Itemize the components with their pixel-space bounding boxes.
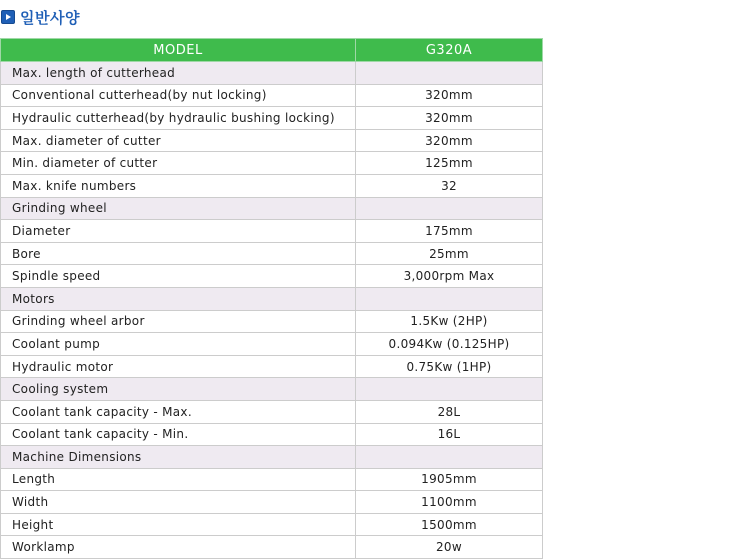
table-row [1,468,543,491]
spec-value: 175mm [356,220,543,243]
model-value-header: G320A [356,39,543,62]
table-row [1,84,543,107]
section-row [1,446,543,469]
table-row [1,310,543,333]
spec-value: 20w [356,536,543,559]
table-row [1,265,543,288]
table-row [1,220,543,243]
table-row [1,107,543,130]
table-row [1,400,543,423]
spec-value: 3,000rpm Max [356,265,543,288]
table-row [1,333,543,356]
section-label: Cooling system [1,378,356,401]
section-row [1,287,543,310]
spec-value: 1500mm [356,513,543,536]
section-row [1,62,543,85]
spec-label: Width [1,491,356,514]
table-row [1,513,543,536]
spec-value [356,62,543,85]
spec-value: 1.5Kw (2HP) [356,310,543,333]
model-header: MODEL [1,39,356,62]
table-row [1,152,543,175]
spec-value [356,378,543,401]
section-label: Max. length of cutterhead [1,62,356,85]
spec-value: 320mm [356,107,543,130]
section-row [1,378,543,401]
spec-value [356,287,543,310]
spec-value: 0.094Kw (0.125HP) [356,333,543,356]
spec-value: 1905mm [356,468,543,491]
table-row [1,242,543,265]
spec-label: Hydraulic cutterhead(by hydraulic bushing locking) [1,107,356,130]
spec-value: 32 [356,174,543,197]
table-header-row [1,39,543,62]
section-heading-text: 일반사양 [20,8,80,27]
spec-label: Min. diameter of cutter [1,152,356,175]
spec-label: Coolant pump [1,333,356,356]
spec-label: Conventional cutterhead(by nut locking) [1,84,356,107]
table-row [1,536,543,559]
spec-value: 0.75Kw (1HP) [356,355,543,378]
spec-value: 125mm [356,152,543,175]
section-label: Motors [1,287,356,310]
table-row [1,491,543,514]
spec-label: Hydraulic motor [1,355,356,378]
spec-table [0,38,543,559]
spec-value: 16L [356,423,543,446]
table-row [1,174,543,197]
table-row [1,129,543,152]
section-label: Machine Dimensions [1,446,356,469]
spec-label: Coolant tank capacity - Max. [1,400,356,423]
section-label: Grinding wheel [1,197,356,220]
spec-label: Diameter [1,220,356,243]
spec-value [356,197,543,220]
spec-value [356,446,543,469]
spec-value: 320mm [356,129,543,152]
spec-value: 25mm [356,242,543,265]
spec-label: Max. knife numbers [1,174,356,197]
table-row [1,423,543,446]
spec-label: Grinding wheel arbor [1,310,356,333]
spec-label: Length [1,468,356,491]
spec-label: Spindle speed [1,265,356,288]
spec-value: 1100mm [356,491,543,514]
spec-label: Worklamp [1,536,356,559]
play-triangle-icon [1,10,15,24]
section-row [1,197,543,220]
spec-value: 28L [356,400,543,423]
spec-label: Bore [1,242,356,265]
spec-label: Height [1,513,356,536]
spec-label: Max. diameter of cutter [1,129,356,152]
spec-value: 320mm [356,84,543,107]
section-heading [1,7,80,27]
spec-label: Coolant tank capacity - Min. [1,423,356,446]
table-row [1,355,543,378]
spec-table-body [1,62,543,559]
